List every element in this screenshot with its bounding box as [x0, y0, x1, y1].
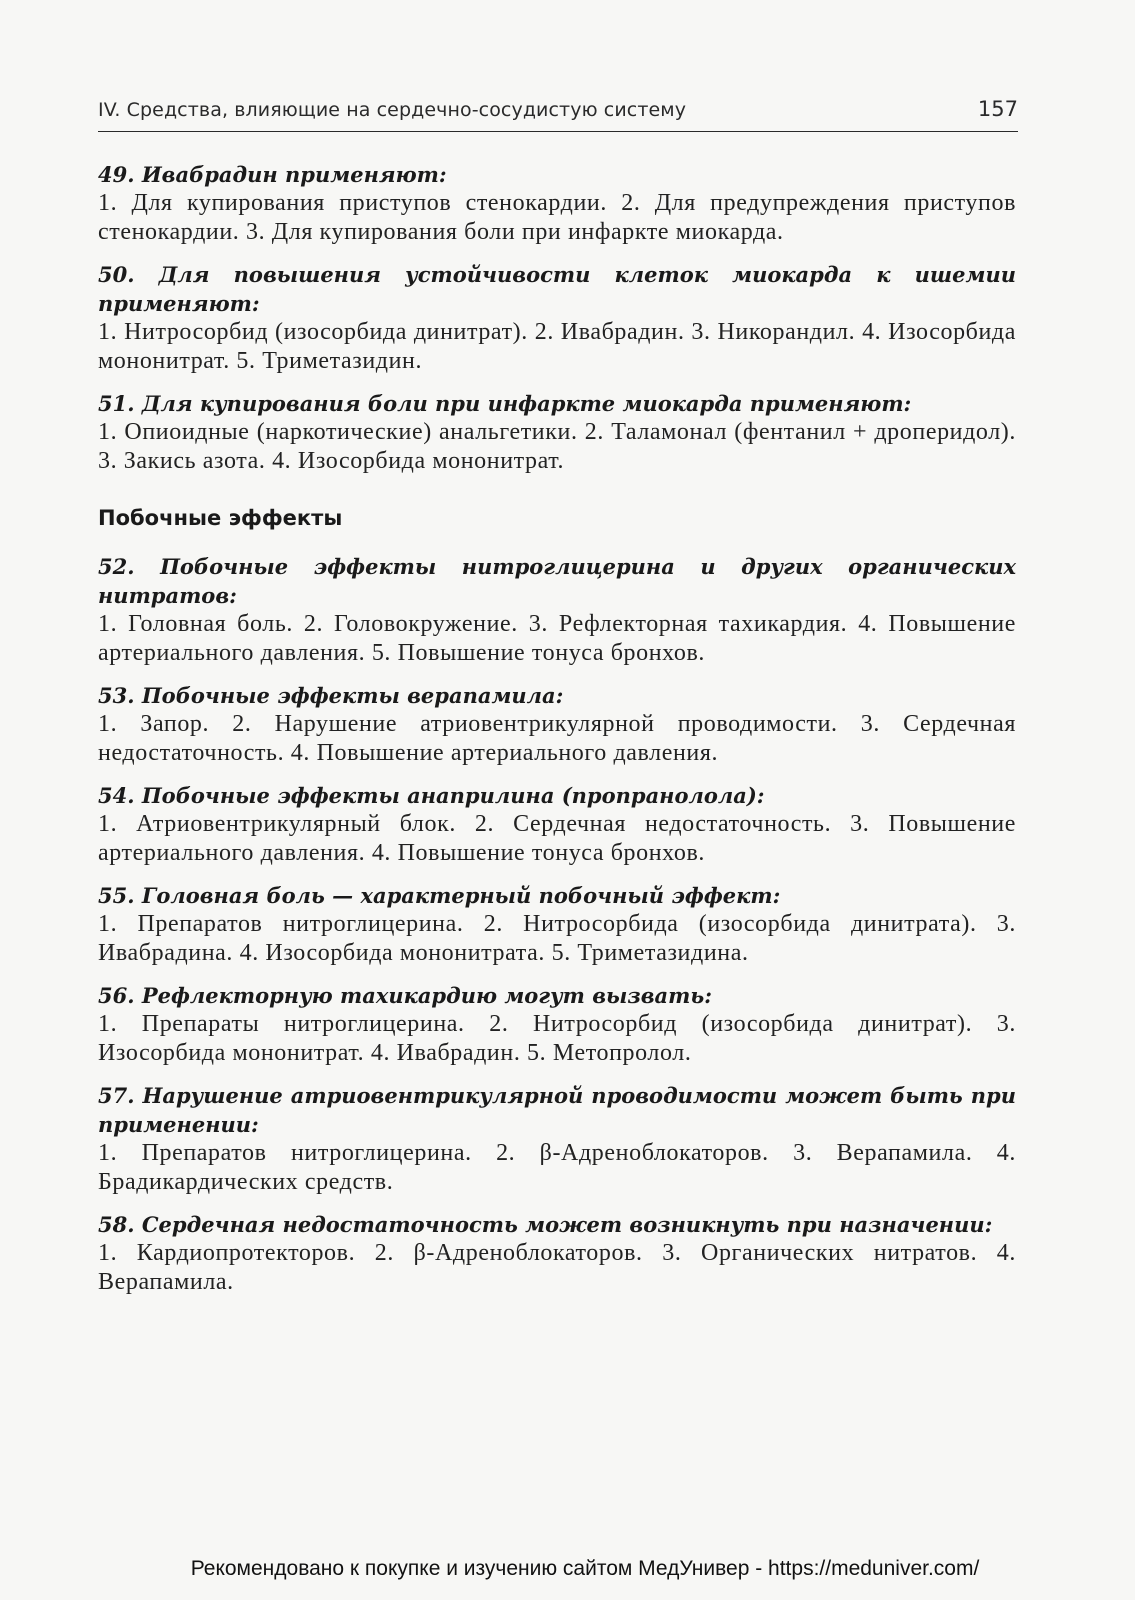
- question-title: 58. Сердечная недостаточность может возникнуть при назначении:: [98, 1212, 993, 1237]
- question-answers: 1. Опиоидные (наркотические) анальгетики. 2. Таламонал (фентанил + дроперидол). 3. Закись азота. 4. Изосорбида мононитрат.: [98, 419, 1016, 474]
- question-title: 57. Нарушение атриовентрикулярной проводимости может быть при применении:: [98, 1083, 1016, 1137]
- question-title: 51. Для купирования боли при инфаркте миокарда применяют:: [98, 391, 912, 416]
- question-title: 52. Побочные эффекты нитроглицерина и других органических нитратов:: [98, 554, 1016, 608]
- question-title: 53. Побочные эффекты верапамила:: [98, 683, 564, 708]
- question-57: [98, 1081, 1016, 1197]
- question-answers: 1. Атриовентрикулярный блок. 2. Сердечная недостаточность. 3. Повышение артериального давления. 4. Повышение тонуса бронхов.: [98, 811, 1016, 866]
- question-answers: 1. Головная боль. 2. Головокружение. 3. Рефлекторная тахикардия. 4. Повышение артериального давления. 5. Повышение тонуса бронхов.: [98, 611, 1016, 666]
- running-title: IV. Средства, влияющие на сердечно-сосудистую систему: [98, 99, 687, 121]
- question-50: [98, 260, 1016, 376]
- question-title: 49. Ивабрадин применяют:: [98, 162, 447, 187]
- page-content: [98, 160, 1016, 1310]
- question-55: [98, 881, 1016, 968]
- question-answers: 1. Кардиопротекторов. 2. β-Адреноблокаторов. 3. Органических нитратов. 4. Верапамила.: [98, 1240, 1016, 1295]
- page-number: 157: [977, 97, 1018, 121]
- question-title: 55. Головная боль — характерный побочный эффект:: [98, 883, 781, 908]
- section-heading: Побочные эффекты: [98, 506, 343, 530]
- question-54: [98, 781, 1016, 868]
- question-answers: 1. Препаратов нитроглицерина. 2. Нитросорбида (изосорбида динитрата). 3. Ивабрадина. 4. Изосорбида мононитрата. 5. Триметазидина.: [98, 911, 1016, 966]
- question-53: [98, 681, 1016, 768]
- question-title: 50. Для повышения устойчивости клеток миокарда к ишемии применяют:: [98, 262, 1016, 316]
- question-51: [98, 389, 1016, 476]
- question-answers: 1. Препараты нитроглицерина. 2. Нитросорбид (изосорбида динитрат). 3. Изосорбида мононитрат. 4. Ивабрадин. 5. Метопролол.: [98, 1011, 1016, 1066]
- question-56: [98, 981, 1016, 1068]
- question-title: 56. Рефлекторную тахикардию могут вызвать:: [98, 983, 712, 1008]
- question-answers: 1. Препаратов нитроглицерина. 2. β-Адреноблокаторов. 3. Верапамила. 4. Брадикардических средств.: [98, 1140, 1016, 1195]
- question-52: [98, 552, 1016, 668]
- question-answers: 1. Нитросорбид (изосорбида динитрат). 2. Ивабрадин. 3. Никорандил. 4. Изосорбида мононитрат. 5. Триметазидин.: [98, 319, 1016, 374]
- question-answers: 1. Запор. 2. Нарушение атриовентрикулярной проводимости. 3. Сердечная недостаточность. 4. Повышение артериального давления.: [98, 711, 1016, 766]
- question-58: [98, 1210, 1016, 1297]
- question-answers: 1. Для купирования приступов стенокардии. 2. Для предупреждения приступов стенокардии. 3. Для купирования боли при инфаркте миокарда.: [98, 190, 1016, 245]
- question-title: 54. Побочные эффекты анаприлина (пропранолола):: [98, 783, 765, 808]
- question-49: [98, 160, 1016, 247]
- footer-recommendation: Рекомендовано к покупке и изучению сайтом МедУнивер - https://meduniver.com/: [190, 1557, 980, 1580]
- page-header: [98, 97, 1018, 132]
